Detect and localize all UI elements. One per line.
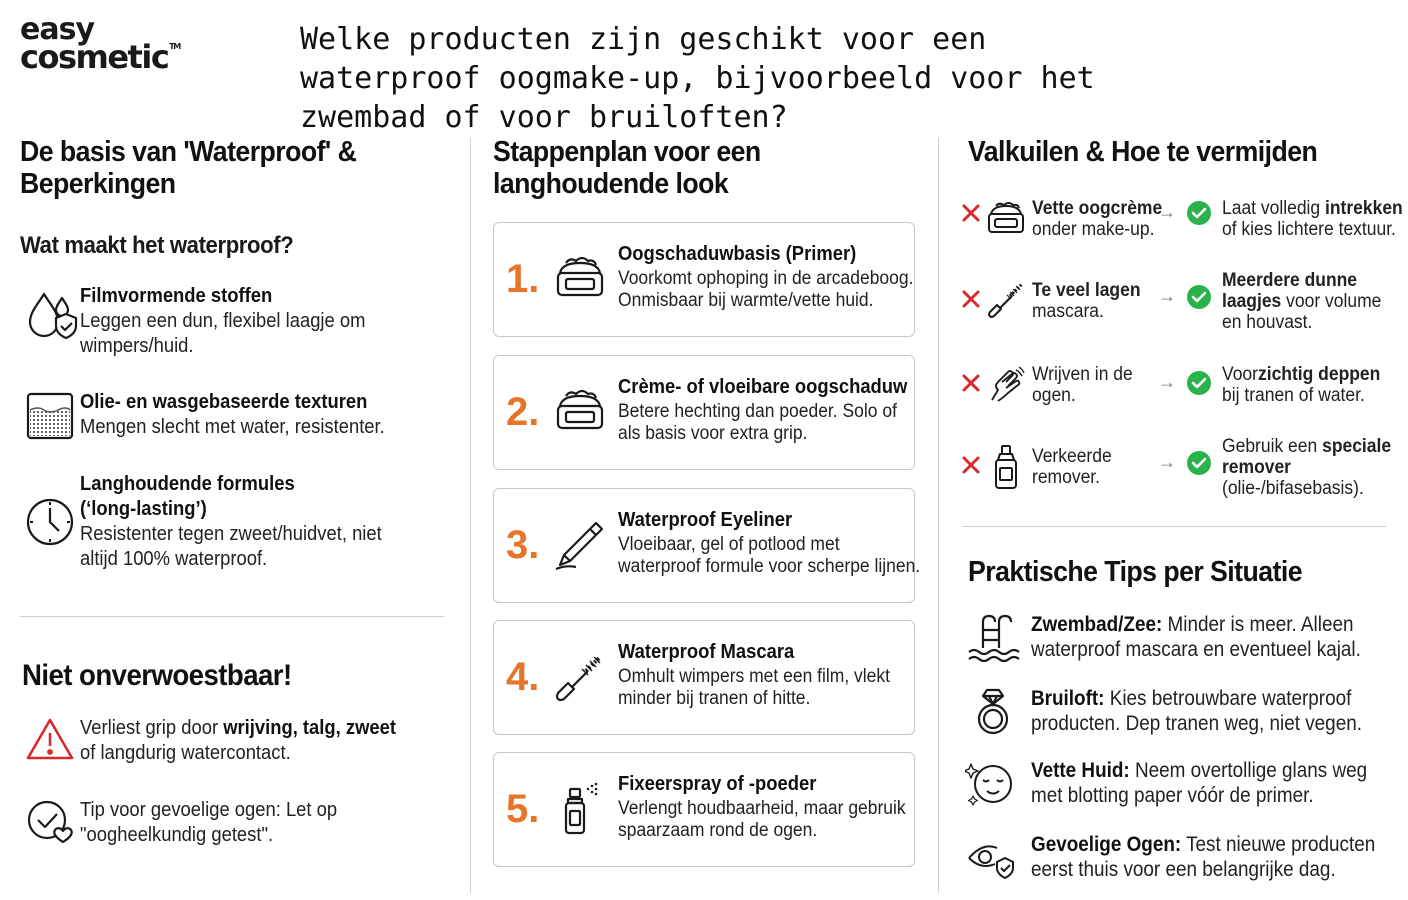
- pitfall-good-bold: laagjes: [1222, 291, 1282, 312]
- pitfall-good-bold: speciale: [1322, 436, 1392, 457]
- col3-heading: Valkuilen & Hoe te vermijden: [968, 136, 1318, 168]
- warning-text: Verliest grip door: [80, 717, 224, 739]
- step-desc: Betere hechting dan poeder. Solo of: [618, 401, 897, 422]
- tip-bold: Bruiloft:: [1031, 687, 1105, 710]
- tip-desc: met blotting paper vóór de primer.: [1031, 784, 1314, 807]
- tip-text: [1031, 832, 1375, 882]
- arrow-right-icon: →: [1158, 372, 1176, 392]
- list-item: [20, 472, 408, 572]
- pitfall-good-text: (olie-/bifasebasis).: [1222, 478, 1364, 499]
- pitfall-bad: [1032, 198, 1162, 240]
- step-text: [618, 243, 914, 312]
- tip-item: [965, 832, 1395, 882]
- pitfall-good-text: en houvast.: [1222, 312, 1313, 333]
- check-circle-icon: [1186, 450, 1212, 476]
- remover-bottle-icon: [986, 444, 1026, 490]
- tip-desc: Kies betrouwbare waterproof: [1104, 687, 1352, 710]
- mascara-wand-icon: [552, 649, 608, 705]
- section-divider-right: [962, 526, 1386, 527]
- brand-line1: easy: [20, 12, 95, 47]
- item-title: (‘long-lasting’): [80, 498, 207, 520]
- tip-text: [1031, 612, 1361, 662]
- pitfall-bad-bold: Te veel lagen: [1032, 280, 1141, 301]
- step-text: [618, 641, 894, 710]
- step-text: [618, 773, 906, 842]
- pitfall-bad-text: ogen.: [1032, 385, 1076, 406]
- list-item: [20, 284, 390, 359]
- tips-heading: Praktische Tips per Situatie: [968, 556, 1303, 588]
- list-item: [20, 390, 411, 442]
- cream-jar-icon: [986, 198, 1026, 238]
- step-number: 1.: [506, 257, 540, 301]
- pitfall-row: [958, 198, 1403, 268]
- item-text: [80, 716, 396, 766]
- step-desc: Voorkomt ophoping in de arcadeboog.: [618, 268, 914, 289]
- item-title: Langhoudende formules: [80, 473, 295, 495]
- check-circle-icon: [1186, 200, 1212, 226]
- step-card: [493, 222, 915, 337]
- tip-item: [965, 612, 1395, 662]
- warning-heading: Niet onverwoestbaar!: [22, 659, 292, 692]
- brand-line2: [20, 38, 190, 76]
- check-circle-icon: [1186, 370, 1212, 396]
- item-desc: Resistenter tegen zweet/huidvet, niet: [80, 523, 382, 545]
- cross-icon: [960, 454, 982, 476]
- pitfall-row: [958, 364, 1398, 434]
- pitfall-bad-text: Wrijven in de: [1032, 364, 1133, 385]
- primer-jar-icon: [552, 251, 608, 307]
- rubbing-hand-icon: [986, 364, 1026, 404]
- pitfall-good-bold: remover: [1222, 457, 1291, 478]
- tip-bold: Gevoelige Ogen:: [1031, 833, 1182, 856]
- warning-text: of langdurig watercontact.: [80, 742, 291, 764]
- step-title: Fixeerspray of -poeder: [618, 773, 817, 795]
- col2-heading: Stappenplan voor een langhoudende look: [493, 136, 761, 200]
- eyeliner-pen-icon: [552, 517, 608, 573]
- step-number: 3.: [506, 523, 540, 567]
- pitfall-bad-text: Verkeerde: [1032, 446, 1112, 467]
- pitfall-bad-bold: Vette oogcrème: [1032, 198, 1163, 219]
- step-number: 5.: [506, 787, 540, 831]
- pitfall-bad-text: onder make-up.: [1032, 219, 1155, 240]
- step-desc: als basis voor extra grip.: [618, 423, 808, 444]
- tip-text: [1031, 758, 1367, 808]
- step-desc: waterproof formule voor scherpe lijnen.: [618, 556, 921, 577]
- step-title: Crème- of vloeibare oogschaduw: [618, 376, 908, 398]
- pitfall-good: [1222, 364, 1380, 406]
- pitfall-good-text: Laat volledig: [1222, 198, 1326, 219]
- item-title: Olie- en wasgebaseerde texturen: [80, 391, 368, 413]
- pitfall-bad: [1032, 446, 1112, 488]
- step-desc: spaarzaam rond de ogen.: [618, 820, 818, 841]
- col1-subheading: Wat maakt het waterproof?: [20, 232, 294, 259]
- column-divider-1: [470, 138, 471, 893]
- pitfall-bad-text: remover.: [1032, 467, 1101, 488]
- pitfall-good-bold: Meerdere dunne: [1222, 270, 1358, 291]
- step-number: 4.: [506, 655, 540, 699]
- tip-text: [1031, 686, 1362, 736]
- brand-name: cosmetic: [20, 38, 169, 76]
- sensitive-eye-icon: [965, 832, 1021, 882]
- texture-jar-icon: [20, 390, 80, 442]
- pitfall-good-text: bij tranen of water.: [1222, 385, 1365, 406]
- drops-shield-icon: [20, 284, 80, 344]
- step-title: Waterproof Eyeliner: [618, 509, 793, 531]
- pitfall-bad: [1032, 280, 1141, 322]
- step-card: [493, 620, 915, 735]
- step-desc: Omhult wimpers met een film, vlekt: [618, 666, 890, 687]
- step-card: [493, 355, 915, 470]
- step-title: Waterproof Mascara: [618, 641, 795, 663]
- warning-text: Tip voor gevoelige ogen: Let op: [80, 799, 338, 821]
- clock-icon: [20, 472, 80, 548]
- pitfall-good-bold: zichtig deppen: [1257, 364, 1381, 385]
- item-desc: Mengen slecht met water, resistenter.: [80, 416, 385, 438]
- item-title: Filmvormende stoffen: [80, 285, 273, 307]
- step-desc: Vloeibaar, gel of potlood met: [618, 534, 840, 555]
- pitfall-good-bold: intrekken: [1325, 198, 1403, 219]
- item-desc: altijd 100% waterproof.: [80, 548, 268, 570]
- warning-triangle-icon: [20, 716, 80, 762]
- tip-desc: eerst thuis voor een belangrijke dag.: [1031, 858, 1336, 881]
- arrow-right-icon: →: [1158, 202, 1176, 222]
- cross-icon: [960, 372, 982, 394]
- item-text: [80, 472, 382, 572]
- pitfall-good-text: Voor: [1222, 364, 1258, 385]
- warning-text: "oogheelkundig getest".: [80, 824, 274, 846]
- step-desc: Onmisbaar bij warmte/vette huid.: [618, 290, 874, 311]
- spray-bottle-icon: [552, 781, 608, 837]
- tip-desc: Neem overtollige glans weg: [1129, 759, 1368, 782]
- pitfall-row: [958, 270, 1398, 340]
- tip-desc: Minder is meer. Alleen: [1162, 613, 1354, 636]
- item-text: [80, 284, 365, 359]
- cross-icon: [960, 202, 982, 224]
- warning-item: [20, 798, 359, 848]
- pitfall-bad: [1032, 364, 1133, 406]
- item-text: [80, 390, 385, 440]
- tip-bold: Vette Huid:: [1031, 759, 1130, 782]
- step-desc: Verlengt houdbaarheid, maar gebruik: [618, 798, 906, 819]
- warning-bold: wrijving, talg, zweet: [223, 717, 396, 739]
- check-heart-icon: [20, 798, 80, 848]
- step-text: [618, 376, 908, 445]
- pool-ladder-icon: [965, 612, 1021, 662]
- tip-desc: producten. Dep tranen weg, niet vegen.: [1031, 712, 1362, 735]
- section-divider-left: [20, 616, 444, 617]
- ring-icon: [965, 686, 1021, 736]
- step-number: 2.: [506, 390, 540, 434]
- step-desc: minder bij tranen of hitte.: [618, 688, 811, 709]
- mascara-wand-icon: [986, 280, 1026, 320]
- page-title: Welke producten zijn geschikt voor een waterproof oogmake-up, bijvoorbeeld voor het zwembad of voor bruiloften?: [300, 22, 1095, 135]
- warning-item: [20, 716, 423, 766]
- pitfall-good-text: voor volume: [1281, 291, 1382, 312]
- tip-item: [965, 686, 1395, 736]
- brand-tm: TM: [169, 42, 180, 51]
- pitfall-good: [1222, 270, 1381, 333]
- cream-jar-icon: [552, 384, 608, 440]
- step-card: [493, 488, 921, 603]
- pitfall-good: [1222, 436, 1391, 499]
- arrow-right-icon: →: [1158, 452, 1176, 472]
- tip-desc: waterproof mascara en eventueel kajal.: [1031, 638, 1361, 661]
- pitfall-bad-text: mascara.: [1032, 301, 1104, 322]
- tip-desc: Test nieuwe producten: [1181, 833, 1376, 856]
- item-desc: wimpers/huid.: [80, 335, 194, 357]
- face-sparkle-icon: [965, 758, 1021, 808]
- step-text: [618, 509, 921, 578]
- item-text: [80, 798, 337, 848]
- step-card: [493, 752, 915, 867]
- brand-logo: [20, 12, 190, 76]
- tip-bold: Zwembad/Zee:: [1031, 613, 1163, 636]
- pitfall-good: [1222, 198, 1403, 240]
- pitfall-row: [958, 436, 1398, 506]
- column-divider-2: [938, 138, 939, 893]
- arrow-right-icon: →: [1158, 286, 1176, 306]
- col1-heading: De basis van 'Waterproof' & Beperkingen: [20, 136, 357, 200]
- cross-icon: [960, 288, 982, 310]
- check-circle-icon: [1186, 284, 1212, 310]
- pitfall-good-text: Gebruik een: [1222, 436, 1323, 457]
- item-desc: Leggen een dun, flexibel laagje om: [80, 310, 366, 332]
- tip-item: [965, 758, 1395, 808]
- step-title: Oogschaduwbasis (Primer): [618, 243, 857, 265]
- pitfall-good-text: of kies lichtere textuur.: [1222, 219, 1396, 240]
